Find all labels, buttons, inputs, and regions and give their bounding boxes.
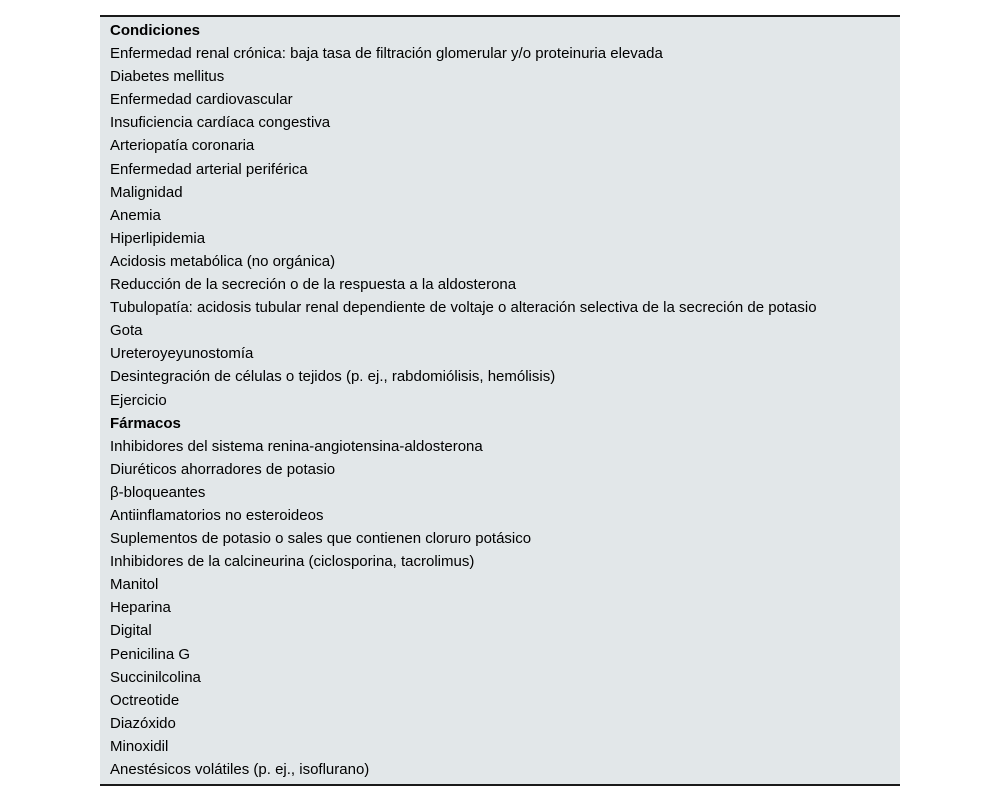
table-row: Antiinflamatorios no esteroideos <box>110 506 324 524</box>
section-header: Condiciones <box>110 22 201 39</box>
table-row: Insuficiencia cardíaca congestiva <box>110 114 331 132</box>
table-row: Arteriopatía coronaria <box>110 137 255 155</box>
table-row: β-bloqueantes <box>110 483 206 501</box>
table-row: Diuréticos ahorradores de potasio <box>110 460 336 478</box>
table-row: Diabetes mellitus <box>110 68 225 86</box>
table-row: Ureteroyeyunostomía <box>110 345 254 363</box>
table-row: Digital <box>110 622 152 640</box>
section-header: Fármacos <box>110 414 181 432</box>
table-row: Manitol <box>110 576 159 594</box>
table-row: Tubulopatía: acidosis tubular renal dependiente de voltaje o alteración selectiva de la secreción de potasio <box>110 299 817 317</box>
table-row: Anestésicos volátiles (p. ej., isoflurano) <box>110 761 370 778</box>
table-row: Malignidad <box>110 183 183 201</box>
table-row: Succinilcolina <box>110 668 201 686</box>
table-row: Reducción de la secreción o de la respuesta a la aldosterona <box>110 276 517 294</box>
table-row: Inhibidores de la calcineurina (ciclosporina, tacrolimus) <box>110 553 475 571</box>
table-row: Enfermedad renal crónica: baja tasa de filtración glomerular y/o proteinuria elevada <box>110 45 663 63</box>
table-row: Octreotide <box>110 691 180 709</box>
table-row: Minoxidil <box>110 737 169 755</box>
table-row: Diazóxido <box>110 714 176 732</box>
table-row: Penicilina G <box>110 645 191 663</box>
table-row: Enfermedad arterial periférica <box>110 160 308 178</box>
conditions-drugs-table <box>100 15 900 786</box>
table-row: Enfermedad cardiovascular <box>110 91 293 109</box>
table-row: Heparina <box>110 599 171 617</box>
table-row: Acidosis metabólica (no orgánica) <box>110 252 336 270</box>
table-row: Inhibidores del sistema renina-angiotensina-aldosterona <box>110 437 483 455</box>
table-row: Gota <box>110 322 143 340</box>
table-row: Desintegración de células o tejidos (p. ej., rabdomiólisis, hemólisis) <box>110 368 556 386</box>
table-row: Anemia <box>110 206 161 224</box>
table-row: Ejercicio <box>110 391 167 409</box>
table-row: Suplementos de potasio o sales que contienen cloruro potásico <box>110 530 532 548</box>
table-row: Hiperlipidemia <box>110 229 206 247</box>
